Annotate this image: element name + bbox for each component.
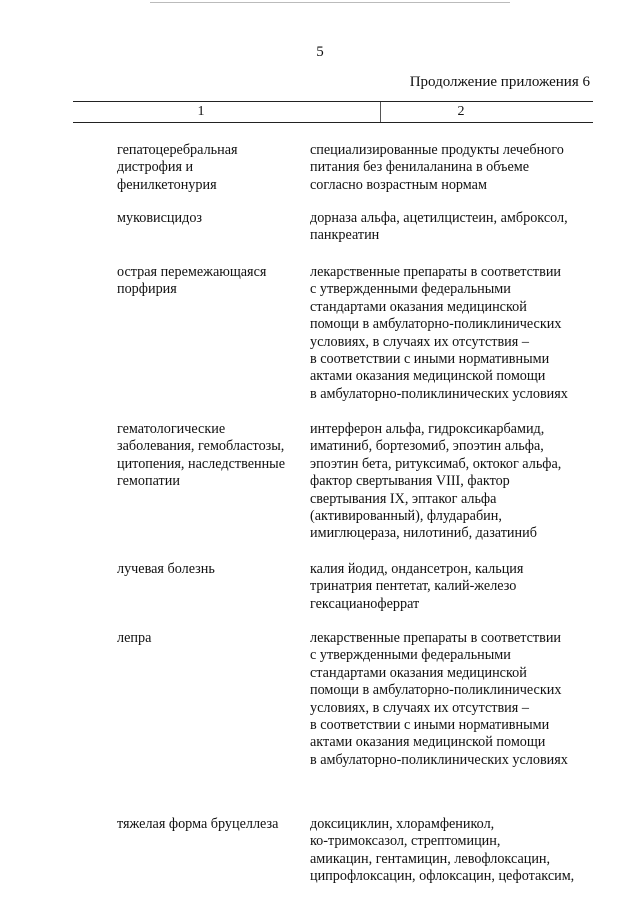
treatment-line: стандартами оказания медицинской <box>310 298 527 315</box>
treatment-line: специализированные продукты лечебного <box>310 142 564 158</box>
treatment-line: стандартами оказания медицинской <box>310 664 527 681</box>
treatment-line: актами оказания медицинской помощи <box>310 734 546 751</box>
treatment-line: тринатрия пентетат, калий-железо <box>310 578 517 595</box>
disease-line: муковисцидоз <box>117 210 203 226</box>
disease-line: лучевая болезнь <box>117 561 215 577</box>
disease-line: лепра <box>117 630 152 646</box>
disease-cell <box>117 561 302 578</box>
disease-line: цитопения, наследственные <box>117 455 286 472</box>
treatment-line: с утвержденными федеральными <box>310 281 511 298</box>
treatment-cell <box>310 210 600 245</box>
treatment-line: гексацианоферрат <box>310 595 420 612</box>
disease-line: заболевания, гемобластозы, <box>117 438 285 455</box>
disease-line: дистрофия и <box>117 159 194 176</box>
treatment-line: фактор свертывания VIII, фактор <box>310 473 510 490</box>
disease-line: гемопатии <box>117 473 180 490</box>
page-number: 5 <box>316 44 324 60</box>
column-1-header: 1 <box>197 104 205 119</box>
disease-cell <box>117 816 302 833</box>
treatment-line: помощи в амбулаторно-поликлинических <box>310 316 562 333</box>
treatment-line: калия йодид, ондансетрон, кальция <box>310 561 524 577</box>
treatment-line: интерферон альфа, гидроксикарбамид, <box>310 421 545 437</box>
treatment-line: с утвержденными федеральными <box>310 647 511 664</box>
appendix-continuation-note: Продолжение приложения 6 <box>409 74 590 90</box>
disease-cell <box>117 142 302 194</box>
treatment-line: лекарственные препараты в соответствии <box>310 630 562 646</box>
disease-cell <box>117 630 302 647</box>
treatment-line: амикацин, гентамицин, левофлоксацин, <box>310 850 551 867</box>
treatment-line: иматиниб, бортезомиб, эпоэтин альфа, <box>310 438 544 455</box>
treatment-line: в амбулаторно-поликлинических условиях <box>310 385 568 402</box>
treatment-cell <box>310 561 600 613</box>
column-2-header: 2 <box>457 104 465 119</box>
treatment-line: питания без фенилаланина в объеме <box>310 159 530 176</box>
disease-cell <box>117 264 302 299</box>
treatment-line: свертывания IX, эптаког альфа <box>310 490 497 507</box>
disease-line: гепатоцеребральная <box>117 142 238 158</box>
treatment-line: ципрофлоксацин, офлоксацин, цефотаксим, <box>310 868 575 885</box>
disease-line: фенилкетонурия <box>117 176 217 193</box>
treatment-line: эпоэтин бета, ритуксимаб, октоког альфа, <box>310 455 562 472</box>
treatment-line: доксициклин, хлорамфеникол, <box>310 816 495 832</box>
disease-cell <box>117 421 302 491</box>
treatment-line: в амбулаторно-поликлинических условиях <box>310 751 568 768</box>
treatment-line: в соответствии с иными нормативными <box>310 351 550 368</box>
treatment-line: лекарственные препараты в соответствии <box>310 264 562 280</box>
treatment-cell <box>310 630 600 769</box>
page-top-edge-line <box>150 2 510 3</box>
treatment-line: ко-тримоксазол, стрептомицин, <box>310 833 501 850</box>
treatment-line: (активированный), флударабин, <box>310 508 502 525</box>
treatment-line: дорназа альфа, ацетилцистеин, амброксол, <box>310 210 568 226</box>
treatment-line: помощи в амбулаторно-поликлинических <box>310 682 562 699</box>
treatment-line: актами оказания медицинской помощи <box>310 368 546 385</box>
disease-line: порфирия <box>117 281 177 298</box>
treatment-line: условиях, в случаях их отсутствия – <box>310 699 529 716</box>
treatment-line: условиях, в случаях их отсутствия – <box>310 333 529 350</box>
treatment-cell <box>310 264 600 403</box>
treatment-line: имиглюцераза, нилотиниб, дазатиниб <box>310 525 537 542</box>
treatment-cell <box>310 142 600 194</box>
treatment-cell <box>310 421 600 543</box>
disease-line: тяжелая форма бруцеллеза <box>117 816 279 832</box>
disease-line: острая перемежающаяся <box>117 264 267 280</box>
treatment-line: согласно возрастным нормам <box>310 176 487 193</box>
table-header-row <box>73 101 593 123</box>
disease-cell <box>117 210 302 227</box>
treatment-line: в соответствии с иными нормативными <box>310 717 550 734</box>
treatment-cell <box>310 816 600 886</box>
disease-line: гематологические <box>117 421 226 437</box>
treatment-line: панкреатин <box>310 227 380 244</box>
